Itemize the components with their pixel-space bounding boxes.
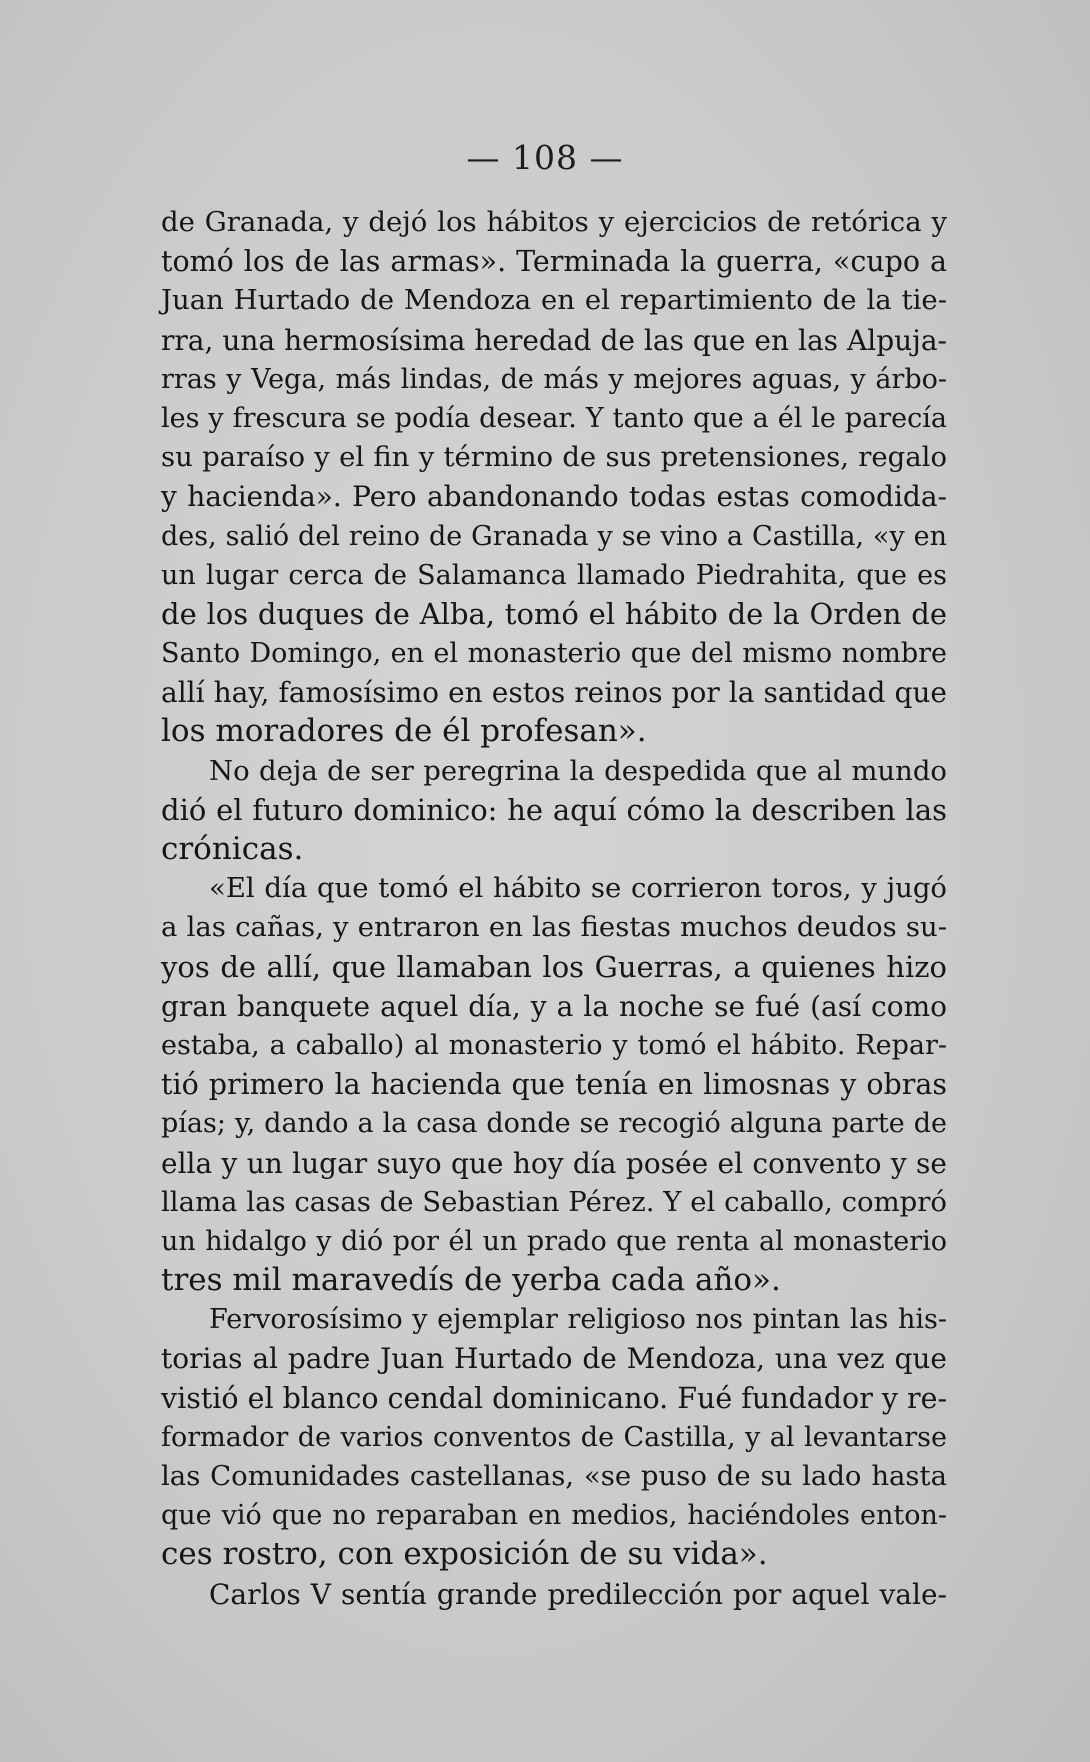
- text-line-paragraph-start: Fervorosísimo y ejemplar religioso nos pintan las his-: [209, 1304, 947, 1336]
- text-line-paragraph-end: los moradores de él profesan».: [161, 713, 647, 750]
- text-line-paragraph-end: crónicas.: [161, 831, 304, 867]
- text-line: rra, una hermosísima heredad de las que en las Alpuja-: [161, 323, 947, 357]
- text-line: allí hay, famosísimo en estos reinos por la santidad que: [161, 676, 947, 710]
- text-line: ella y un lugar suyo que hoy día posée el convento y se: [161, 1146, 947, 1180]
- text-line: les y frescura se podía desear. Y tanto que a él le parecía: [161, 402, 947, 434]
- text-line: su paraíso y el fin y término de sus pretensiones, regalo: [161, 441, 947, 474]
- text-line: formador de varios conventos de Castilla, y al levantarse: [161, 1421, 947, 1453]
- text-line: tió primero la hacienda que tenía en limosnas y obras: [161, 1068, 947, 1102]
- text-line: y hacienda». Pero abandonando todas estas comodida-: [161, 480, 947, 514]
- text-line: a las cañas, y entraron en las fiestas muchos deudos su-: [161, 911, 947, 944]
- text-line-paragraph-start: «El día que tomó el hábito se corrieron toros, y jugó: [209, 872, 947, 905]
- text-line: de los duques de Alba, tomó el hábito de la Orden de: [161, 596, 947, 631]
- text-line: las Comunidades castellanas, «se puso de su lado hasta: [161, 1460, 947, 1492]
- text-line-paragraph-end: ces rostro, con exposición de su vida».: [161, 1536, 768, 1573]
- text-line: torias al padre Juan Hurtado de Mendoza, una vez que: [161, 1342, 947, 1376]
- text-line: rras y Vega, más lindas, de más y mejores aguas, y árbo-: [161, 363, 947, 395]
- text-line: un lugar cerca de Salamanca llamado Piedrahita, que es: [161, 559, 947, 591]
- page-number: — 108 —: [466, 138, 624, 177]
- text-line: pías; y, dando a la casa donde se recogió alguna parte de: [161, 1108, 947, 1140]
- text-line: Juan Hurtado de Mendoza en el repartimiento de la tie-: [161, 284, 947, 317]
- text-line-paragraph-end: tres mil maravedís de yerba cada año».: [161, 1262, 781, 1299]
- text-line: de Granada, y dejó los hábitos y ejercicios de retórica y: [161, 206, 947, 238]
- text-line: Santo Domingo, en el monasterio que del mismo nombre: [161, 638, 947, 670]
- text-line: llama las casas de Sebastian Pérez. Y el caballo, compró: [161, 1185, 947, 1218]
- text-line: que vió que no reparaban en medios, haciéndoles enton-: [161, 1500, 947, 1532]
- text-line: dió el futuro dominico: he aquí cómo la describen las: [161, 792, 947, 827]
- text-line: tomó los de las armas». Terminada la guerra, «cupo a: [161, 245, 947, 279]
- text-line: estaba, a caballo) al monasterio y tomó el hábito. Repar-: [161, 1029, 947, 1061]
- text-line: gran banquete aquel día, y a la noche se fué (así como: [161, 989, 947, 1023]
- text-line: des, salió del reino de Granada y se vino a Castilla, «y en: [161, 520, 947, 552]
- text-line-paragraph-start: Carlos V sentía grande predilección por aquel vale-: [209, 1577, 947, 1611]
- text-line: un hidalgo y dió por él un prado que renta al monasterio: [161, 1225, 947, 1257]
- text-line: vistió el blanco cendal dominicano. Fué fundador y re-: [161, 1381, 948, 1415]
- text-line-paragraph-start: No deja de ser peregrina la despedida que al mundo: [209, 754, 947, 787]
- text-line: yos de allí, que llamaban los Guerras, a quienes hizo: [161, 949, 947, 984]
- body-text: [161, 203, 947, 1614]
